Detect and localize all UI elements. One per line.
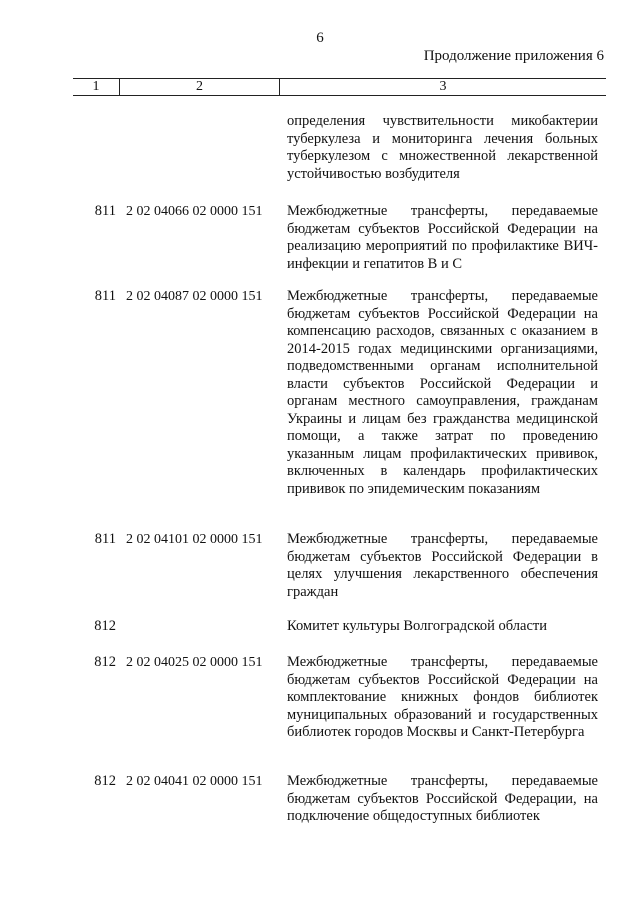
row-name: Межбюджетные трансферты, передаваемые бюджетам субъектов Российской Федерации на комплектование книжных фондов библиотек муниципальных образований и государственных библиотек городов Москвы и Санкт-Петербурга bbox=[287, 654, 598, 740]
table-header bbox=[73, 78, 606, 96]
row-admin-code: 812 bbox=[94, 618, 116, 634]
header-col-1: 1 bbox=[92, 79, 100, 94]
continuation-label: Продолжение приложения 6 bbox=[423, 48, 604, 64]
row-description bbox=[287, 203, 598, 273]
continued-description bbox=[287, 113, 598, 183]
row-admin-code: 811 bbox=[94, 531, 116, 547]
row-admin-code: 812 bbox=[94, 773, 116, 789]
row-admin-code: 811 bbox=[94, 288, 116, 304]
row-name: Комитет культуры Волгоградской области bbox=[287, 618, 548, 634]
header-col-2: 2 bbox=[196, 79, 203, 94]
row-description bbox=[287, 288, 598, 498]
continued-text: определения чувствительности микобактерии туберкулеза и мониторинга лечения больных туберкулезом с множественной лекарственной устойчивостью возбудителя bbox=[287, 113, 598, 182]
row-income-code: 2 02 04025 02 0000 151 bbox=[126, 655, 263, 670]
row-description bbox=[287, 618, 598, 636]
row-name: Межбюджетные трансферты, передаваемые бюджетам субъектов Российской Федерации, на подключение общедоступных библиотек bbox=[287, 773, 598, 824]
row-description bbox=[287, 654, 598, 742]
row-income-code: 2 02 04066 02 0000 151 bbox=[126, 204, 263, 219]
page-number: 6 bbox=[316, 30, 324, 46]
row-income-code: 2 02 04041 02 0000 151 bbox=[126, 774, 263, 789]
header-col-3: 3 bbox=[439, 79, 447, 94]
row-income-code: 2 02 04087 02 0000 151 bbox=[126, 289, 263, 304]
row-name: Межбюджетные трансферты, передаваемые бюджетам субъектов Российской Федерации на компенсацию расходов, связанных с оказанием в 2014-2015 годах медицинскими организациями, подведомственными органам исполнительной власти субъектов Российской Федерации и органам местного самоуправления, гражданам Украины и лицам без гражданства медицинской помощи, а также затрат по проведению указанным лицам профилактических прививок, включенных в календарь профилактических прививок по эпидемическим показаниям bbox=[287, 288, 598, 497]
row-description bbox=[287, 531, 598, 601]
row-income-code: 2 02 04101 02 0000 151 bbox=[126, 532, 263, 547]
row-admin-code: 812 bbox=[94, 654, 116, 670]
row-description bbox=[287, 773, 598, 826]
row-admin-code: 811 bbox=[94, 203, 116, 219]
row-name: Межбюджетные трансферты, передаваемые бюджетам субъектов Российской Федерации в целях улучшения лекарственного обеспечения граждан bbox=[287, 531, 598, 600]
row-name: Межбюджетные трансферты, передаваемые бюджетам субъектов Российской Федерации на реализацию мероприятий по профилактике ВИЧ-инфекции и гепатитов В и С bbox=[287, 203, 598, 272]
